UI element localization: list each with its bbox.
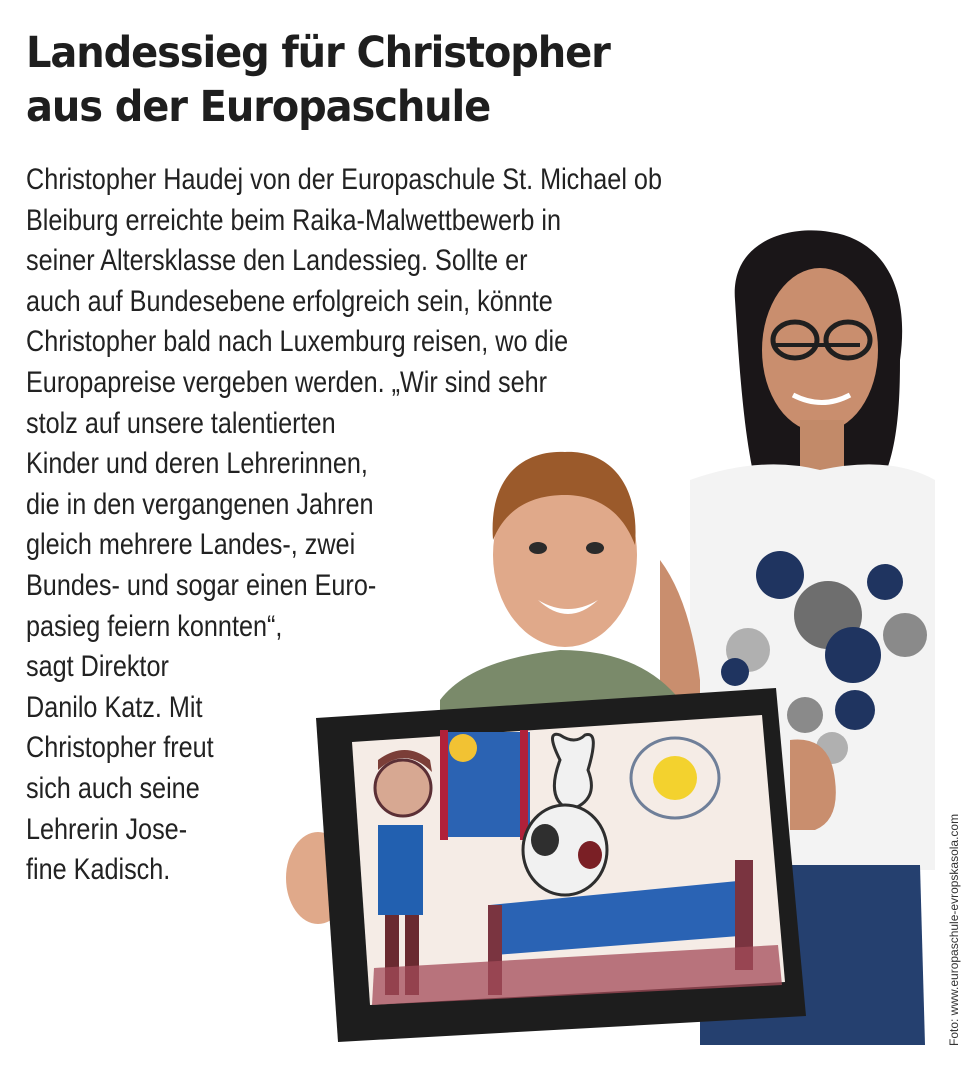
body-line: auch auf Bundesebene erfolgreich sein, könnte (26, 284, 553, 318)
body-line: seiner Altersklasse den Landessieg. Sollte er (26, 244, 528, 278)
body-line: Christopher Haudej von der Europaschule St. Michael ob (26, 163, 662, 196)
body-line: sagt Direktor (26, 650, 169, 684)
body-line: fine Kadisch. (26, 853, 171, 887)
body-line: Christopher bald nach Luxemburg reisen, wo die (26, 325, 569, 359)
article-body (26, 160, 662, 891)
body-line: Danilo Katz. Mit (26, 690, 203, 724)
body-line: Europapreise vergeben werden. „Wir sind sehr (26, 365, 548, 399)
body-line: die in den vergangenen Jahren (26, 487, 374, 521)
body-line: sich auch seine (26, 771, 200, 805)
body-line: stolz auf unsere talentierten (26, 406, 336, 440)
photo-credit: Foto: www.europaschule-evropskasola.com (947, 813, 961, 1046)
body-line: Kinder und deren Lehrerinnen, (26, 447, 368, 481)
body-line: pasieg feiern konnten“, (26, 609, 283, 643)
headline-line-2: aus der Europaschule (26, 82, 491, 132)
body-line: Bleiburg erreichte beim Raika-Malwettbewerb in (26, 203, 562, 237)
headline-line-1: Landessieg für Christopher (26, 28, 610, 78)
body-line: Christopher freut (26, 731, 214, 765)
body-line: Bundes- und sogar einen Euro- (26, 568, 377, 602)
headline (26, 26, 610, 134)
body-line: gleich mehrere Landes-, zwei (26, 528, 356, 562)
body-line: Lehrerin Jose- (26, 812, 188, 846)
